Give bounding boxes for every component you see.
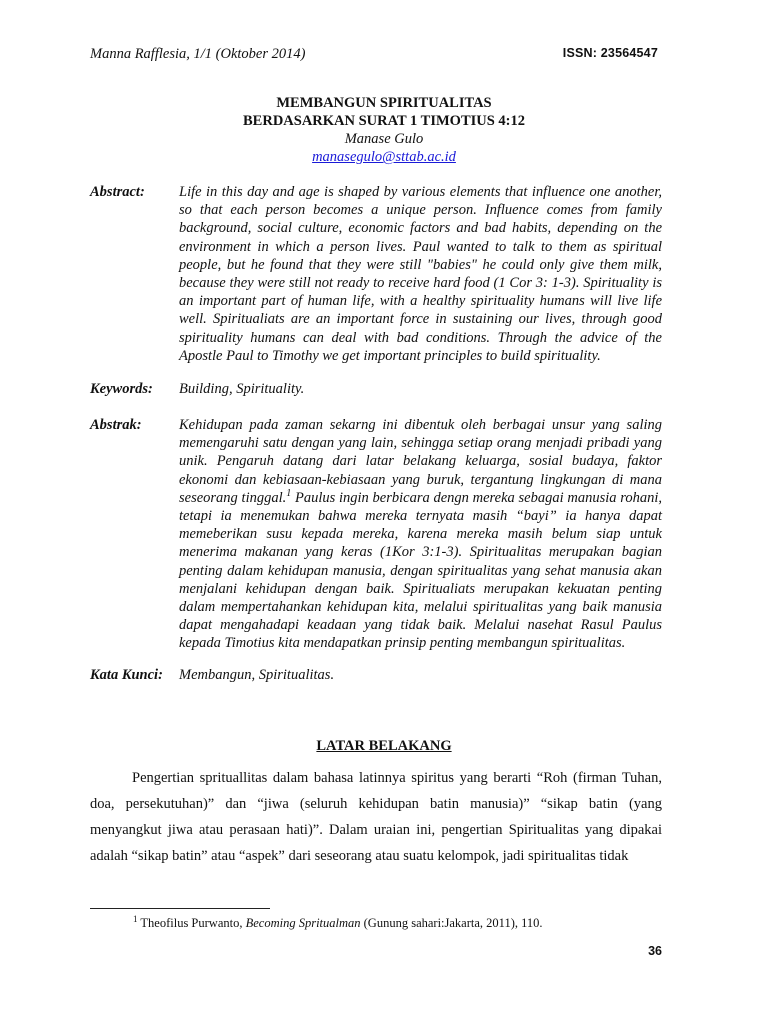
footnote-divider xyxy=(90,908,270,909)
abstract-indonesian xyxy=(90,416,662,666)
keywords-text: Building, Spirituality. xyxy=(179,381,305,397)
author-email-link[interactable]: manasegulo@sttab.ac.id xyxy=(312,149,456,165)
paper-title-line-2: BERDASARKAN SURAT 1 TIMOTIUS 4:12 xyxy=(243,113,525,129)
abstract-english xyxy=(90,183,662,379)
footnote-author: Theofilus Purwanto, xyxy=(137,916,246,930)
kata-kunci-text: Membangun, Spiritualitas. xyxy=(179,667,335,683)
title-block xyxy=(90,94,678,166)
abstrak-text xyxy=(179,416,662,653)
kata-kunci-label: Kata Kunci: xyxy=(90,667,163,683)
body-paragraph: Pengertian sprituallitas dalam bahasa latinnya spiritus yang berarti “Roh (firman Tuhan, doa, persekutuhan)” dan “jiwa (seluruh kehidupan batin manusia)” “sikap batin (yang menyangkut jiwa atau perasaan hati)”. Dalam uraian ini, pengertian Spiritualitas yang dipakai adalah “sikap batin” atau “aspek” dari seseorang atau suatu kelompok, jadi spiritualitas tidak xyxy=(90,770,662,864)
journal-citation: Manna Rafflesia, 1/1 (Oktober 2014) xyxy=(90,46,306,62)
footnote-details: (Gunung sahari:Jakarta, 2011), 110. xyxy=(360,916,543,930)
footnote-number: 1 xyxy=(133,913,138,924)
abstract-label: Abstract: xyxy=(90,184,145,200)
paper-title-line-1: MEMBANGUN SPIRITUALITAS xyxy=(276,95,492,111)
author-name: Manase Gulo xyxy=(344,131,424,147)
footnote-book-title: Becoming Spritualman xyxy=(245,916,361,930)
keywords-label: Keywords: xyxy=(90,381,153,397)
abstrak-label: Abstrak: xyxy=(90,417,142,433)
abstrak-text-part-2: Paulus ingin berbicara dengn mereka sebagai manusia rohani, tetapi ia menemukan bahwa mereka ternyata masih “bayi” ia hanya dapat memeberikan susu kepada mereka, karena mereka masih belum siap untuk menerima makanan yang keras (1Kor 3:1-3). Spiritualitas merupakan bagian penting dalam kehidupan manusia, dengan spiritualitas yang sehat manusia akan menjalani kehidupan dengan baik. Spiritualiats merupakan kekuatan penting dalam mempertahankan kehidupan kita, melalui spiritualitas yang baik manusia dapat mengahadapi keadaan yang tidak baik. Melalui nasehat Rasul Paulus kepada Timotius kita mendapatkan prinsip penting membangun spiritualitas. xyxy=(179,489,662,652)
abstrak-text-part-1: Kehidupan pada zaman sekarng ini dibentuk oleh berbagai unsur yang saling memengaruhi satu dengan yang lain, sehingga setiap orang menjadi pribadi yang unik. Pengaruh datang dari latar belakang keluarga, sosial budaya, faktor ekonomi dan kebiasaan-kebiasaan yang buruk, tergantung lingkungan di mana seseorang tinggal. xyxy=(179,417,662,506)
section-heading: LATAR BELAKANG xyxy=(316,738,452,754)
page-number: 36 xyxy=(648,944,662,958)
abstract-text: Life in this day and age is shaped by various elements that influence one another, so that each person becomes a unique person. Influence comes from family background, social culture, economic factors and bad habits, depending on the environment in which a person lives. Paul wanted to talk to them as spiritual people, but he found that they were still "babies" he could only give them milk, because they were still not ready to receive hard food (1 Cor 3: 1-3). Spirituality is an important part of human life, with a healthy spirituality humans will live life well. Spiritualiats are an important force in sustaining our lives, through good spirituality humans can deal with bad conditions. Through the advice of the Apostle Paul to Timothy we get important principles to build spirituality. xyxy=(179,184,662,364)
issn-label: ISSN: 23564547 xyxy=(562,46,658,60)
footnote-reference[interactable]: 1 xyxy=(286,487,292,499)
footnote xyxy=(133,913,543,931)
